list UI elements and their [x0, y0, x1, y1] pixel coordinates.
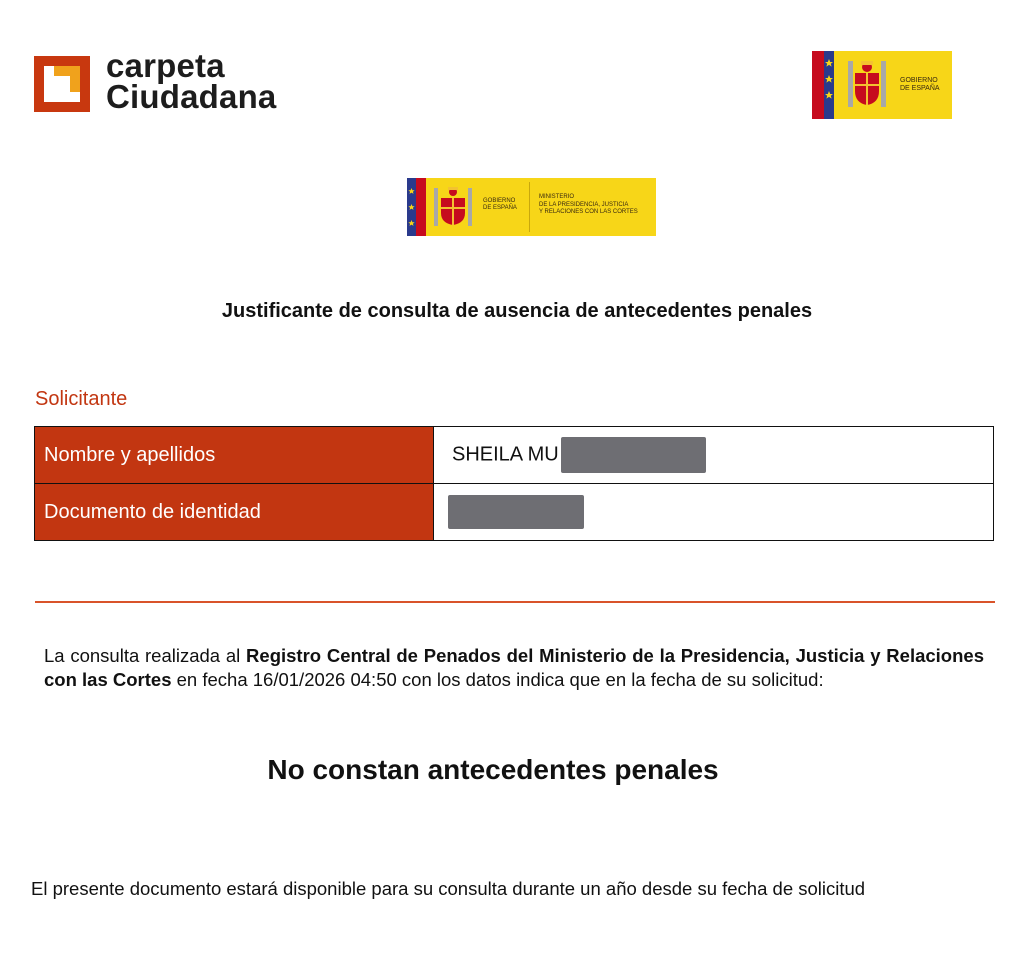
gov-top-line-1: GOBIERNO: [900, 77, 938, 84]
gov-mid-right-line-2: DE LA PRESIDENCIA, JUSTICIA: [539, 201, 629, 208]
ministerio-logo: [407, 178, 656, 236]
carpeta-ciudadana-logo-icon: [34, 56, 90, 112]
logo-divider: [529, 182, 530, 232]
section-divider: [35, 601, 995, 603]
spain-coat-of-arms-icon: [407, 178, 483, 236]
gobierno-espana-logo: [812, 51, 952, 119]
redaction-block: [448, 495, 584, 529]
row-label-name: Nombre y apellidos: [35, 427, 434, 484]
brand-line-2: Ciudadana: [106, 78, 277, 115]
registry-name: Registro Central de Penados del Ministerio de la Presidencia, Justicia y Relaciones con las Cortes: [44, 645, 984, 690]
table-row: [35, 427, 994, 484]
redaction-block: [561, 437, 706, 473]
section-label-solicitante: Solicitante: [35, 388, 128, 410]
paragraph-part-1: La consulta realizada al: [44, 645, 247, 666]
brand-line-1: carpeta: [106, 47, 225, 84]
row-label-document: Documento de identidad: [35, 484, 434, 541]
availability-note: El presente documento estará disponible para su consulta durante un año desde su fecha de solicitud: [31, 878, 866, 899]
applicant-table: [34, 426, 994, 541]
consultation-paragraph: [44, 644, 984, 692]
table-row: [35, 484, 994, 541]
name-text: SHEILA MU: [452, 443, 559, 466]
row-value-document: [434, 484, 994, 541]
document-title: Justificante de consulta de ausencia de antecedentes penales: [221, 300, 813, 322]
gov-mid-left-line-2: DE ESPAÑA: [483, 205, 517, 211]
gov-top-line-2: DE ESPAÑA: [900, 85, 940, 92]
row-value-name: [434, 427, 994, 484]
carpeta-ciudadana-logo: [34, 47, 324, 120]
paragraph-part-3: en fecha 16/01/2026 04:50 con los datos indica que en la fecha de su solicitud:: [171, 669, 824, 690]
gov-mid-left-line-1: GOBIERNO: [483, 198, 516, 204]
result-statement: No constan antecedentes penales: [267, 754, 719, 785]
gov-mid-right-line-1: MINISTERIO: [539, 194, 575, 200]
gov-mid-right-line-3: Y RELACIONES CON LAS CORTES: [539, 209, 638, 215]
